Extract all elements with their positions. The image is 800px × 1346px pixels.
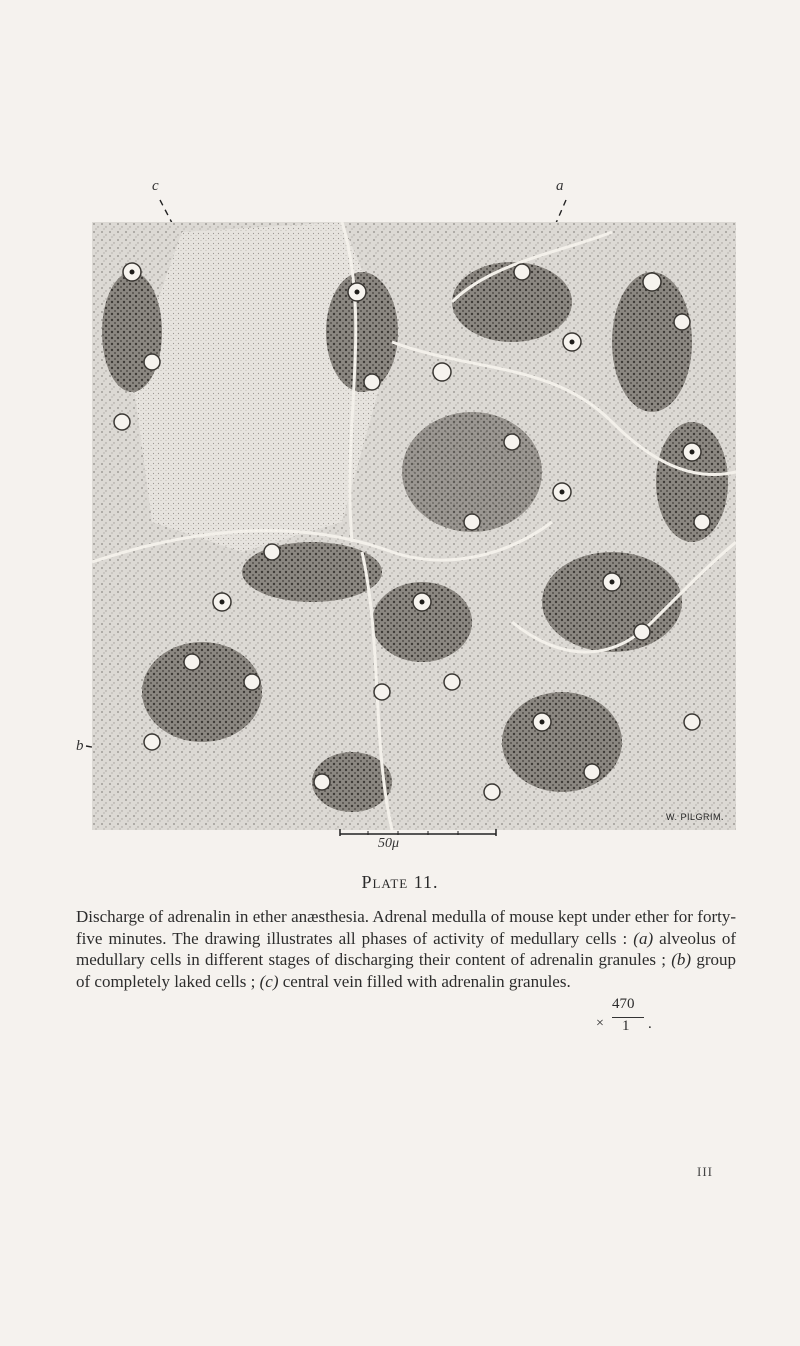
artist-signature: W. PILGRIM.: [666, 812, 725, 822]
caption-text-a: alveolus of medullary cells in different stages of discharging their content of adrenalin granules ;: [76, 928, 737, 969]
magnification-numerator: 470: [612, 996, 635, 1012]
caption-mark-b: (b): [671, 950, 692, 969]
magnification: [596, 996, 656, 1042]
caption-mark-c: (c): [259, 971, 279, 991]
caption-text-b: group of completely laked cells ;: [76, 950, 736, 991]
plate-title: Plate 11.: [361, 872, 439, 892]
plate-caption: [76, 906, 736, 992]
magnification-denominator: 1: [622, 1018, 630, 1034]
histology-illustration: [92, 222, 736, 830]
caption-mark-a: (a): [633, 928, 654, 948]
scale-bar: [338, 826, 498, 862]
label-a: a: [556, 178, 564, 194]
magnification-symbol: ×: [596, 1016, 604, 1031]
label-c: c: [152, 178, 159, 194]
caption-text-c: central vein filled with adrenalin granules.: [278, 971, 571, 991]
caption-intro: Discharge of adrenalin in ether anæsthesia. Adrenal medulla of mouse kept under ether for forty-five minutes. The drawing illustrates all phases of activity of medullary cells :: [76, 907, 736, 948]
magnification-period: .: [648, 1016, 652, 1032]
label-b: b: [76, 738, 84, 754]
scale-label: 50μ: [378, 836, 400, 851]
page-number: III: [697, 1164, 713, 1179]
